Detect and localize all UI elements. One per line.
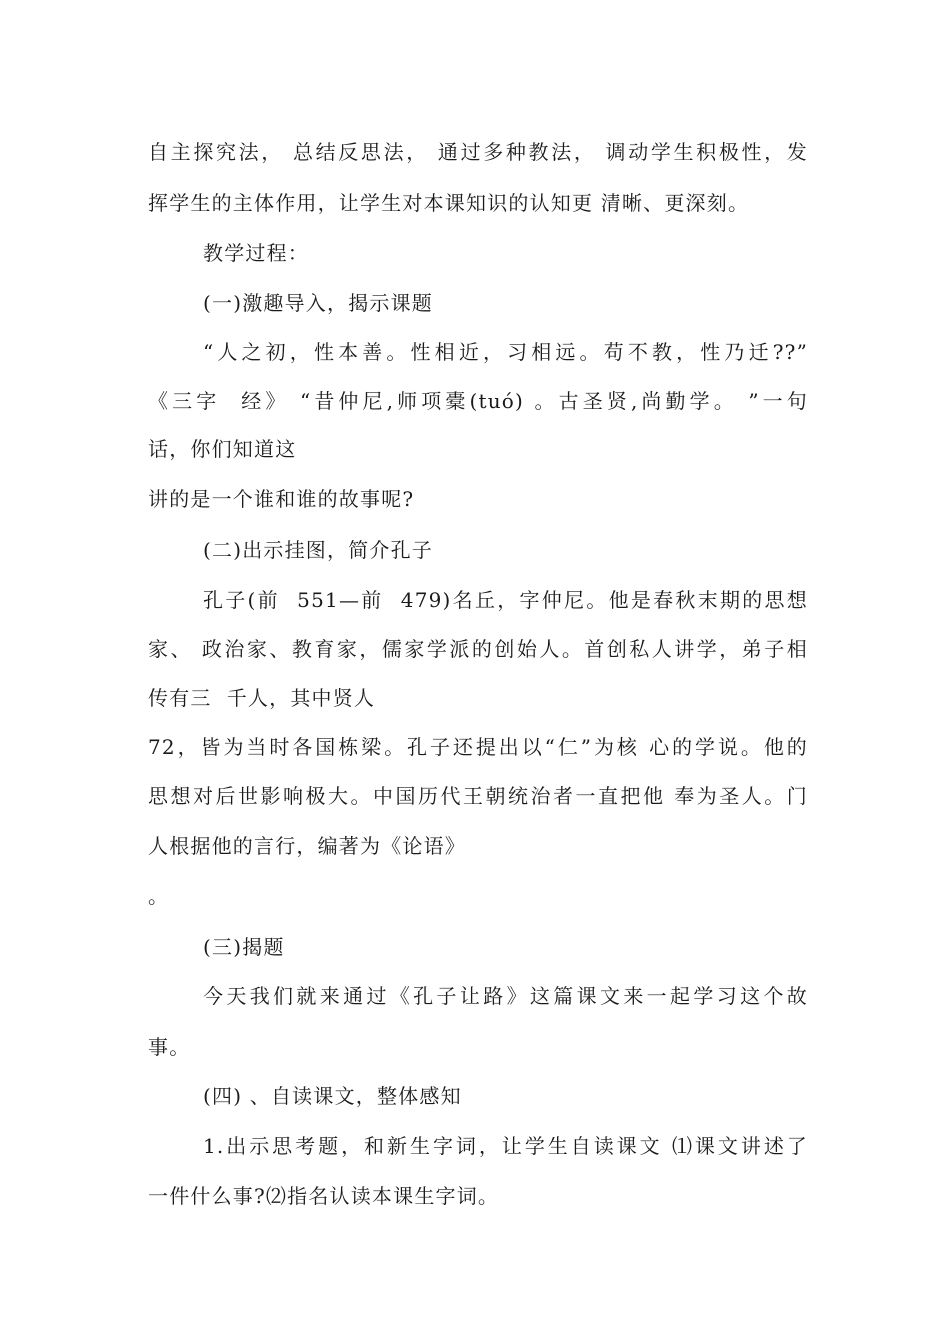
- text-line: 家、 政治家、教育家，儒家学派的创始人。首创私人讲学，弟子相: [148, 637, 808, 661]
- text-line: 72，皆为当时各国栋梁。孔子还提出以“仁”为核 心的学说。他的: [148, 735, 808, 759]
- section-heading: (二)出示挂图，简介孔子: [203, 538, 434, 562]
- text-line: 传有三 千人，其中贤人: [148, 686, 376, 710]
- text-line: 《三字 经》 “昔仲尼,师项橐(tuó) 。古圣贤,尚勤学。 ”一句: [148, 389, 808, 413]
- text-line: 自主探究法， 总结反思法， 通过多种教法， 调动学生积极性，发: [148, 140, 808, 164]
- text-line: 一件什么事?⑵指名认读本课生字词。: [148, 1184, 500, 1208]
- section-heading: (一)激趣导入，揭示课题: [203, 291, 434, 315]
- text-line: 孔子(前 551—前 479)名丘，字仲尼。他是春秋末期的思想: [203, 588, 808, 612]
- section-heading: (三)揭题: [203, 935, 285, 959]
- text-line: 事。: [148, 1035, 191, 1059]
- text-line: 。: [148, 884, 170, 908]
- text-line: 讲的是一个谁和谁的故事呢?: [148, 487, 415, 511]
- text-line: 挥学生的主体作用，让学生对本课知识的认知更 清晰、更深刻。: [148, 191, 750, 215]
- section-heading: 教学过程：: [203, 241, 309, 265]
- text-line: 思想对后世影响极大。中国历代王朝统治者一直把他 奉为圣人。门: [148, 784, 808, 808]
- text-line: 话，你们知道这: [148, 437, 297, 461]
- text-line: 人根据他的言行，编著为《论语》: [148, 834, 466, 858]
- text-line: 1.出示思考题，和新生字词，让学生自读课文 ⑴课文讲述了: [203, 1134, 808, 1158]
- text-line: 今天我们就来通过《孔子让路》这篇课文来一起学习这个故: [203, 984, 808, 1008]
- text-line: “人之初，性本善。性相近，习相远。苟不教，性乃迁??”: [203, 340, 808, 364]
- section-heading: (四) 、自读课文，整体感知: [203, 1084, 462, 1108]
